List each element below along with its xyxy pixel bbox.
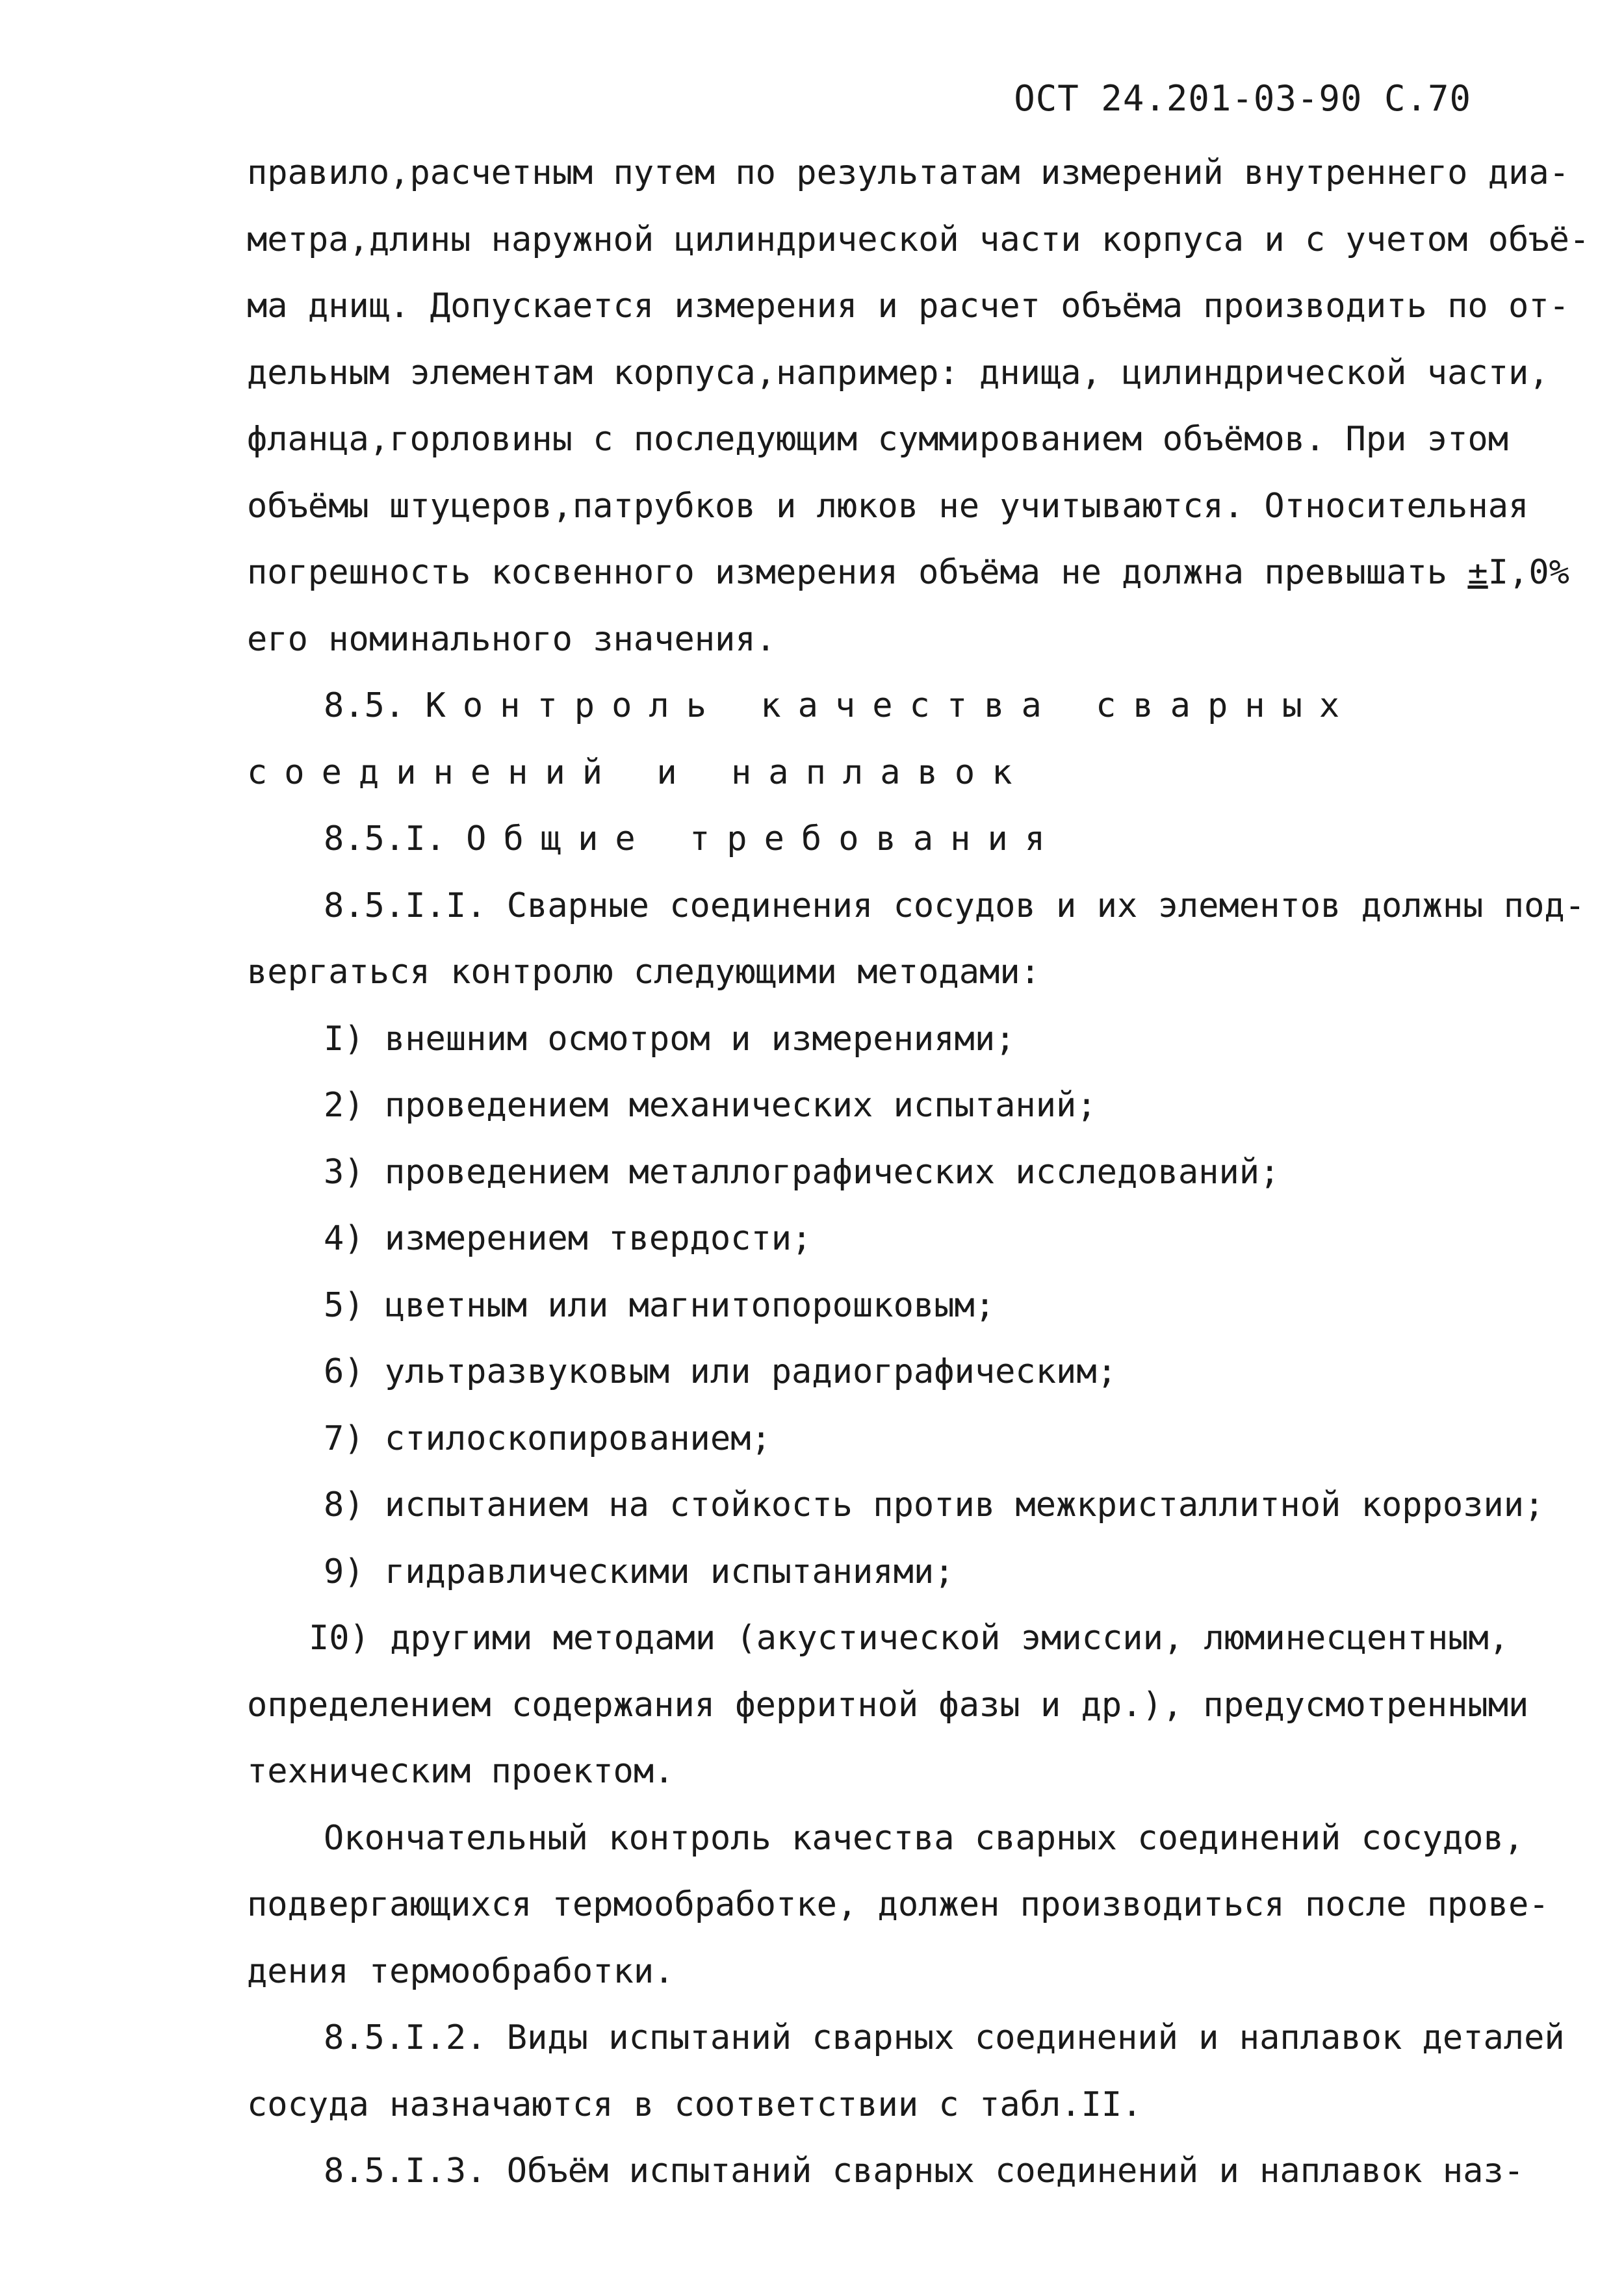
section-title: Общие требования: [466, 819, 1063, 858]
paragraph-line: [247, 539, 1569, 606]
list-item: 9) гидравлическими испытаниями;: [324, 1552, 955, 1591]
section-heading-8-5: [247, 673, 1560, 739]
paragraph-line: фланца,горловины с последующим суммированием объёмов. При этом: [247, 420, 1509, 459]
section-heading-8-5-cont: [247, 739, 1560, 806]
paragraph-line: метра,длины наружной цилиндрической части корпуса и с учетом объё-: [247, 220, 1590, 259]
section-heading-8-5-1: [247, 806, 1560, 873]
paragraph-line: правило,расчетным путем по результатам измерений внутреннего диа-: [247, 153, 1569, 192]
section-title: соединений и наплавок: [247, 752, 1029, 792]
document-body: [247, 140, 1590, 2205]
section-number: 8.5.: [324, 686, 406, 725]
paragraph-line: вергаться контролю следующими методами:: [247, 953, 1040, 992]
plus-minus-sign: ±: [1467, 553, 1488, 592]
document-header: ОСТ 24.201-03-90 С.70: [1014, 78, 1471, 119]
list-item: 4) измерением твердости;: [324, 1219, 812, 1258]
paragraph-line: ма днищ. Допускается измерения и расчет объёма производить по от-: [247, 287, 1569, 326]
tolerance-value: I,0%: [1488, 553, 1569, 592]
list-item: 5) цветным или магнитопорошковым;: [324, 1285, 996, 1325]
paragraph-line: определением содержания ферритной фазы и др.), предусмотренными: [247, 1685, 1529, 1725]
paragraph-text: погрешность косвенного измерения объёма не должна превышать: [247, 553, 1468, 592]
paragraph-line: 8.5.I.I. Сварные соединения сосудов и их элементов должны под-: [324, 886, 1586, 925]
paragraph-line: сосуда назначаются в соответствии с табл.II.: [247, 2085, 1142, 2124]
paragraph-line: дельным элементам корпуса,например: днища, цилиндрической части,: [247, 353, 1549, 392]
paragraph-line: техническим проектом.: [247, 1752, 675, 1791]
paragraph-line: 8.5.I.3. Объём испытаний сварных соединений и наплавок наз-: [324, 2152, 1525, 2191]
paragraph-line: Окончательный контроль качества сварных соединений сосудов,: [324, 1818, 1525, 1858]
list-item: 7) стилоскопированием;: [324, 1419, 771, 1458]
paragraph-line: дения термообработки.: [247, 1951, 675, 1991]
section-title: Контроль качества сварных: [425, 686, 1357, 725]
list-item: I) внешним осмотром и измерениями;: [324, 1019, 1016, 1059]
paragraph-line: его номинального значения.: [247, 619, 776, 659]
paragraph-line: объёмы штуцеров,патрубков и люков не учитываются. Относительная: [247, 486, 1529, 526]
paragraph-line: подвергающихся термообработке, должен производиться после прове-: [247, 1885, 1549, 1924]
list-item: 8) испытанием на стойкость против межкристаллитной коррозии;: [324, 1485, 1545, 1524]
list-item: 3) проведением металлографических исследований;: [324, 1152, 1280, 1192]
list-item: 2) проведением механических испытаний;: [324, 1086, 1097, 1125]
section-number: 8.5.I.: [324, 819, 446, 858]
list-item: I0) другими методами (акустической эмиссии, люминесцентным,: [309, 1619, 1510, 1658]
list-item: 6) ультразвуковым или радиографическим;: [324, 1352, 1117, 1391]
paragraph-line: 8.5.I.2. Виды испытаний сварных соединений и наплавок деталей: [324, 2018, 1565, 2057]
